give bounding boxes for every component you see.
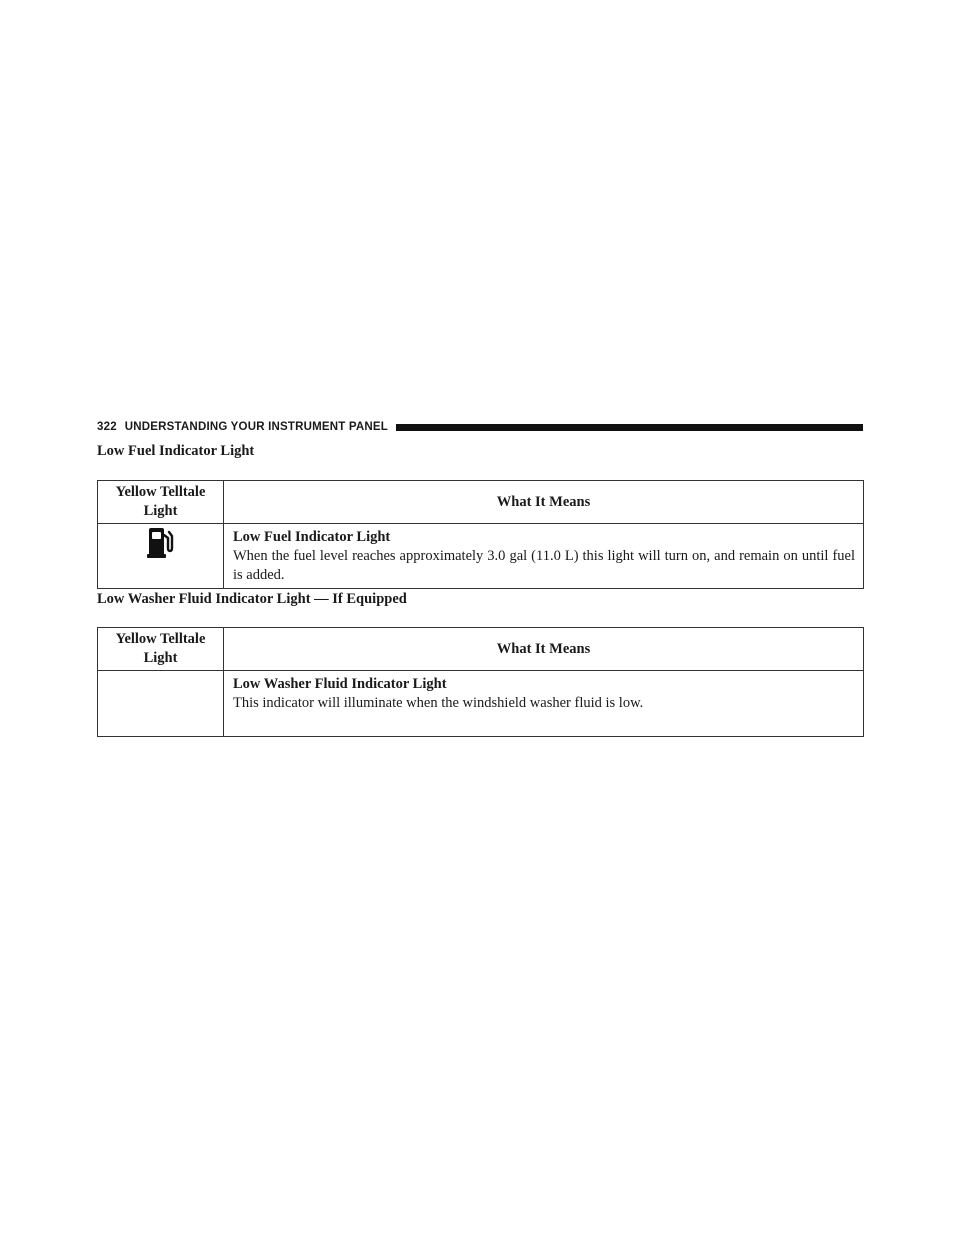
column-header-meaning: What It Means [224,628,864,671]
low-fuel-table [97,480,864,589]
heading-low-washer-fluid: Low Washer Fluid Indicator Light — If Equipped [97,591,407,607]
header-rule-bar [396,424,863,431]
meaning-cell [224,524,864,589]
column-header-meaning: What It Means [224,481,864,524]
telltale-icon-cell-empty [98,671,224,737]
indicator-description: When the fuel level reaches approximately 3.0 gal (11.0 L) this light will turn on, and remain on until fuel is added. [233,548,855,583]
indicator-title: Low Fuel Indicator Light [233,529,391,545]
heading-low-fuel: Low Fuel Indicator Light [97,443,255,459]
telltale-icon-cell [98,524,224,589]
table-header-row [98,481,864,524]
indicator-description: This indicator will illuminate when the windshield washer fluid is low. [233,695,644,711]
page-number: 322 [97,421,117,433]
fuel-pump-icon [147,527,175,559]
running-section-title: UNDERSTANDING YOUR INSTRUMENT PANEL [124,421,388,433]
page-header [97,419,863,435]
column-header-telltale: Yellow Telltale Light [98,481,224,524]
indicator-title: Low Washer Fluid Indicator Light [233,676,447,692]
column-header-telltale: Yellow Telltale Light [98,628,224,671]
table-header-row [98,628,864,671]
meaning-cell [224,671,864,737]
table-row [98,671,864,737]
low-washer-fluid-table [97,627,864,737]
table-row [98,524,864,589]
